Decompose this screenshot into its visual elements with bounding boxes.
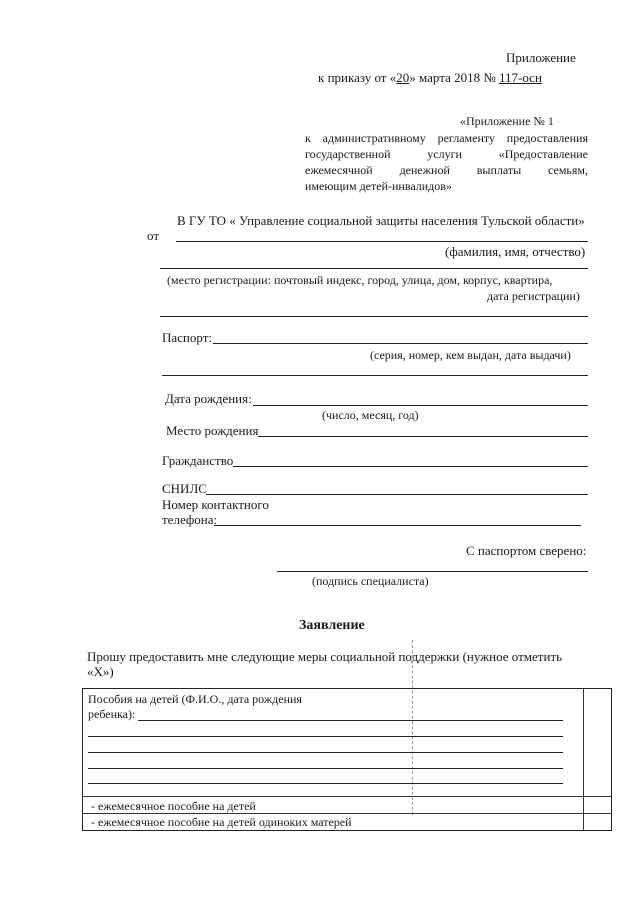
annex-line-3: государственной услуги «Предоставление <box>305 147 588 161</box>
passport-line[interactable] <box>213 343 588 344</box>
phone-label-2: телефона: <box>162 512 218 527</box>
fio-caption: (фамилия, имя, отчество) <box>445 244 586 259</box>
children-benefit-label-1: Пособия на детей (Ф.И.О., дата рождения <box>88 692 302 706</box>
passport-checked: С паспортом сверено: <box>466 543 587 558</box>
registration-line-2[interactable] <box>160 316 588 317</box>
request-line-2: «Х») <box>87 664 114 679</box>
phone-line[interactable] <box>214 525 581 526</box>
child-line-4[interactable] <box>88 768 563 769</box>
phone-label-1: Номер контактного <box>162 497 269 512</box>
table-row-divider-1 <box>82 796 611 797</box>
citizenship-line[interactable] <box>233 466 588 467</box>
fio-line[interactable] <box>176 241 588 242</box>
addressee-to: В ГУ ТО « Управление социальной защиты населения Тульской области» <box>177 213 585 228</box>
children-benefit-label-2: ребенка): <box>88 707 136 721</box>
dob-label: Дата рождения: <box>165 391 252 406</box>
annex-line-5: имеющим детей-инвалидов» <box>305 179 452 193</box>
registration-line[interactable] <box>160 268 588 269</box>
snils-line[interactable] <box>206 494 588 495</box>
dob-line[interactable] <box>253 405 588 406</box>
annex-line-4: ежемесячной денежной выплаты семьям, <box>305 163 588 177</box>
snils-label: СНИЛС <box>162 481 207 496</box>
child-line-3[interactable] <box>88 752 563 753</box>
annex-line-2: к административному регламенту предоставления <box>305 131 588 145</box>
benefit-row-2: - ежемесячное пособие на детей одиноких матерей <box>91 815 352 829</box>
pob-label: Место рождения <box>166 423 259 438</box>
child-line-5[interactable] <box>88 783 563 784</box>
order-mid: » марта 2018 № <box>409 70 496 85</box>
signature-line[interactable] <box>277 571 588 572</box>
registration-caption-2: дата регистрации) <box>487 289 580 303</box>
signature-caption: (подпись специалиста) <box>312 574 429 588</box>
from-label: от <box>147 228 160 243</box>
appendix-title: Приложение <box>506 50 576 65</box>
statement-title: Заявление <box>299 618 365 633</box>
benefit-row-1: - ежемесячное пособие на детей <box>91 799 256 813</box>
child-line-2[interactable] <box>88 736 563 737</box>
citizenship-label: Гражданство <box>162 453 234 468</box>
table-mark-column-divider <box>583 688 584 830</box>
passport-caption: (серия, номер, кем выдан, дата выдачи) <box>370 348 571 362</box>
passport-label: Паспорт: <box>162 330 213 345</box>
passport-line-2[interactable] <box>162 375 588 376</box>
registration-caption-1: (место регистрации: почтовый индекс, город, улица, дом, корпус, квартира, <box>167 273 553 287</box>
pob-line[interactable] <box>258 436 588 437</box>
order-prefix: к приказу от « <box>318 70 397 85</box>
order-day: 20 <box>396 70 410 85</box>
order-number: 117-осн <box>499 70 542 85</box>
request-line-1: Прошу предоставить мне следующие меры социальной поддержки (нужное отметить <box>87 649 563 664</box>
dob-caption: (число, месяц, год) <box>322 408 419 422</box>
order-reference <box>318 70 542 86</box>
child-line-1[interactable] <box>138 720 563 721</box>
annex-line-1: «Приложение № 1 <box>460 114 554 128</box>
